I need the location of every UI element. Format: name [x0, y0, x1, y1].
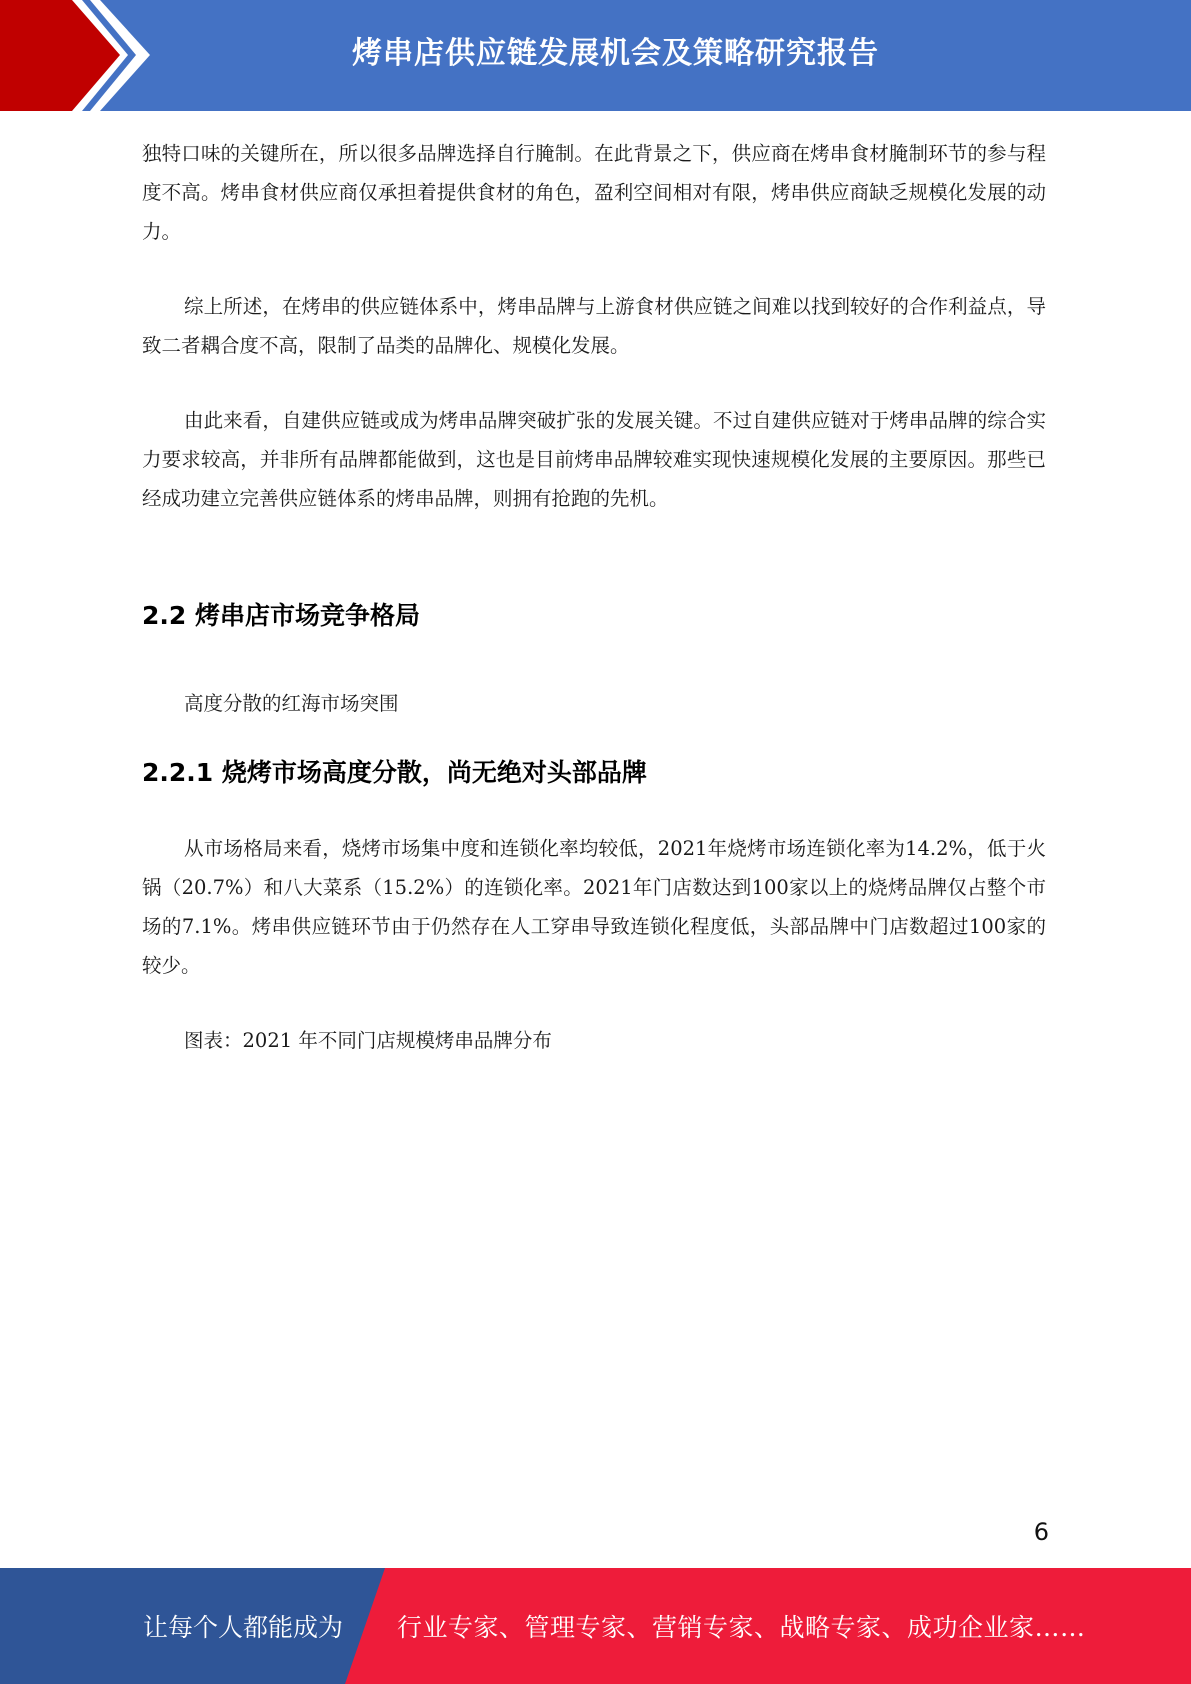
page-footer — [0, 1568, 1191, 1684]
figure-caption: 图表：2021 年不同门店规模烤串品牌分布 — [184, 1029, 552, 1052]
paragraph-4: 从市场格局来看，烧烤市场集中度和连锁化率均较低，2021年烧烤市场连锁化率为14.2%，低于火锅（20.7%）和八大菜系（15.2%）的连锁化率。2021年门店数达到100家以上的烧烤品牌仅占整个市场的7.1%。烤串供应链环节由于仍然存在人工穿串导致连锁化程度低，头部品牌中门店数超过100家的较少。 — [142, 837, 1046, 977]
page-header — [0, 0, 1191, 111]
report-title: 烤串店供应链发展机会及策略研究报告 — [352, 36, 879, 71]
footer-slogan-left: 让每个人都能成为 — [143, 1613, 344, 1642]
paragraph-1: 独特口味的关键所在，所以很多品牌选择自行腌制。在此背景之下，供应商在烤串食材腌制环节的参与程度不高。烤串食材供应商仅承担着提供食材的角色，盈利空间相对有限，烤串供应商缺乏规模化发展的动力。 — [142, 142, 1046, 243]
page-number: 6 — [1033, 1518, 1049, 1546]
page-content — [142, 134, 1046, 1060]
paragraph-3: 由此来看，自建供应链或成为烤串品牌突破扩张的发展关键。不过自建供应链对于烤串品牌的综合实力要求较高，并非所有品牌都能做到，这也是目前烤串品牌较难实现快速规模化发展的主要原因。那些已经成功建立完善供应链体系的烤串品牌，则拥有抢跑的先机。 — [142, 409, 1046, 510]
header-chevron-icon — [0, 0, 160, 111]
section-heading: 2.2 烤串店市场竞争格局 — [142, 601, 420, 630]
subsection-heading: 2.2.1 烧烤市场高度分散，尚无绝对头部品牌 — [142, 758, 647, 787]
paragraph-2: 综上所述，在烤串的供应链体系中，烤串品牌与上游食材供应链之间难以找到较好的合作利益点，导致二者耦合度不高，限制了品类的品牌化、规模化发展。 — [142, 295, 1046, 357]
footer-slogan-right: 行业专家、管理专家、营销专家、战略专家、成功企业家…… — [397, 1613, 1086, 1642]
section-note: 高度分散的红海市场突围 — [184, 692, 399, 715]
